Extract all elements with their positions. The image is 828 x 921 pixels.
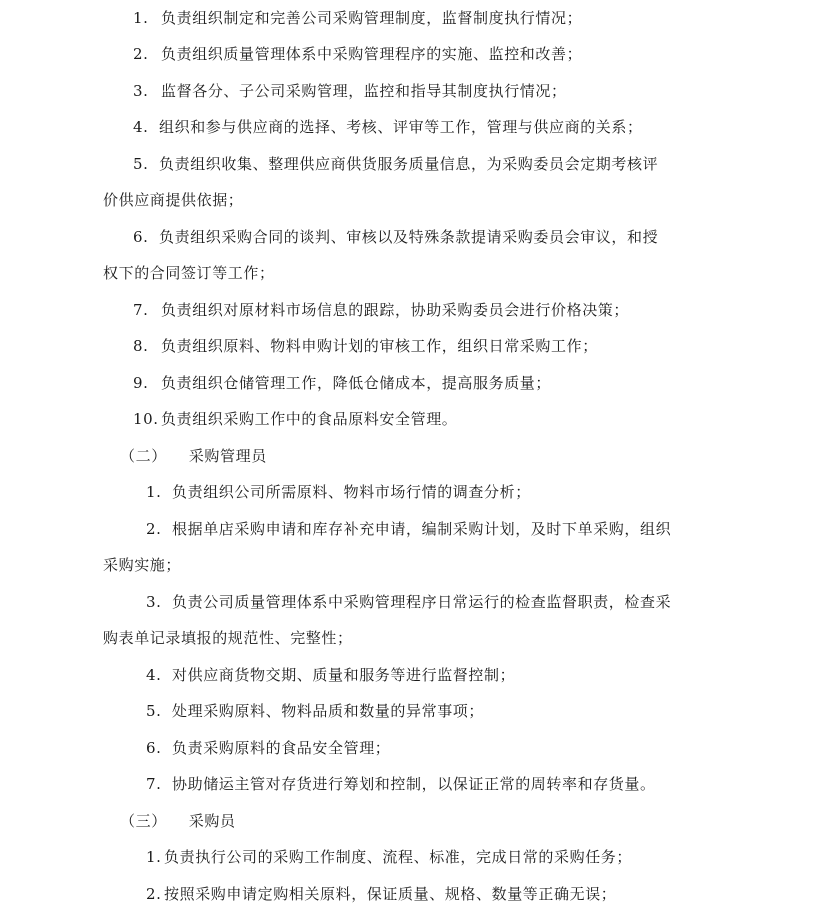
item-text: 负责组织仓储管理工作，降低仓储成本，提高服务质量； [161, 374, 552, 392]
item-text-continuation: 权下的合同签订等工作； [103, 264, 275, 282]
list-item [146, 482, 531, 502]
list-item-continuation [103, 555, 181, 575]
item-number: 9. [133, 374, 149, 392]
item-number: 10. [133, 410, 159, 428]
list-item [146, 774, 656, 794]
list-item-continuation [103, 263, 275, 283]
list-item [133, 336, 598, 356]
item-text-continuation: 价供应商提供依据； [103, 191, 244, 209]
item-number: 4. [146, 666, 162, 684]
list-item [133, 409, 457, 429]
list-item [146, 519, 671, 539]
list-item [146, 701, 484, 721]
item-text: 负责组织原料、物料申购计划的审核工作，组织日常采购工作； [161, 337, 598, 355]
item-text: 负责采购原料的食品安全管理； [172, 739, 391, 757]
item-text: 负责组织制定和完善公司采购管理制度，监督制度执行情况； [161, 9, 583, 27]
item-number: 8. [133, 337, 149, 355]
item-text: 协助储运主管对存货进行筹划和控制，以保证正常的周转率和存货量。 [172, 775, 656, 793]
item-text: 按照采购申请定购相关原料，保证质量、规格、数量等正确无误； [164, 885, 617, 903]
list-item [133, 8, 582, 28]
item-number: 6. [146, 739, 162, 757]
item-number: 6. [133, 228, 149, 246]
item-text: 监督各分、子公司采购管理，监控和指导其制度执行情况； [161, 82, 567, 100]
section-label: （三） [120, 812, 167, 830]
item-number: 2. [146, 520, 162, 538]
item-text-continuation: 采购实施； [103, 556, 182, 574]
list-item-continuation [103, 628, 353, 648]
section-title: 采购管理员 [188, 447, 267, 465]
list-item [133, 117, 643, 137]
item-text: 负责组织采购工作中的食品原料安全管理。 [161, 410, 458, 428]
item-number: 2. [133, 45, 149, 63]
item-text: 负责组织公司所需原料、物料市场行情的调查分析； [172, 483, 531, 501]
list-item [133, 154, 658, 174]
list-item [146, 847, 632, 867]
list-item [146, 738, 390, 758]
item-text: 根据单店采购申请和库存补充申请，编制采购计划，及时下单采购，组织 [172, 520, 672, 538]
list-item [146, 665, 515, 685]
section-title: 采购员 [188, 812, 236, 830]
item-text: 负责执行公司的采购工作制度、流程、标准，完成日常的采购任务； [164, 848, 633, 866]
item-text: 负责公司质量管理体系中采购管理程序日常运行的检查监督职责，检查采 [172, 593, 672, 611]
item-text: 处理采购原料、物料品质和数量的异常事项； [172, 702, 485, 720]
item-text: 对供应商货物交期、质量和服务等进行监督控制； [172, 666, 516, 684]
item-text: 负责组织质量管理体系中采购管理程序的实施、监控和改善； [161, 45, 583, 63]
section-label: （二） [120, 447, 167, 465]
item-number: 1. [146, 848, 162, 866]
list-item-continuation [103, 190, 243, 210]
list-item [133, 81, 567, 101]
item-number: 7. [133, 301, 149, 319]
list-item [133, 373, 551, 393]
section-heading [120, 446, 267, 466]
list-item [133, 227, 658, 247]
item-text: 负责组织对原材料市场信息的跟踪，协助采购委员会进行价格决策； [161, 301, 630, 319]
item-number: 1. [133, 9, 149, 27]
list-item [146, 592, 671, 612]
item-text-continuation: 购表单记录填报的规范性、完整性； [103, 629, 353, 647]
item-text: 负责组织收集、整理供应商供货服务质量信息，为采购委员会定期考核评 [159, 155, 659, 173]
item-number: 5. [146, 702, 162, 720]
item-number: 7. [146, 775, 162, 793]
item-number: 3. [133, 82, 149, 100]
item-text: 组织和参与供应商的选择、考核、评审等工作，管理与供应商的关系； [159, 118, 643, 136]
item-number: 1. [146, 483, 162, 501]
list-item [133, 300, 629, 320]
item-text: 负责组织采购合同的谈判、审核以及特殊条款提请采购委员会审议，和授 [159, 228, 659, 246]
item-number: 3. [146, 593, 162, 611]
list-item [133, 44, 582, 64]
item-number: 4. [133, 118, 149, 136]
list-item [146, 884, 616, 904]
section-heading [120, 811, 236, 831]
item-number: 5. [133, 155, 149, 173]
item-number: 2. [146, 885, 162, 903]
